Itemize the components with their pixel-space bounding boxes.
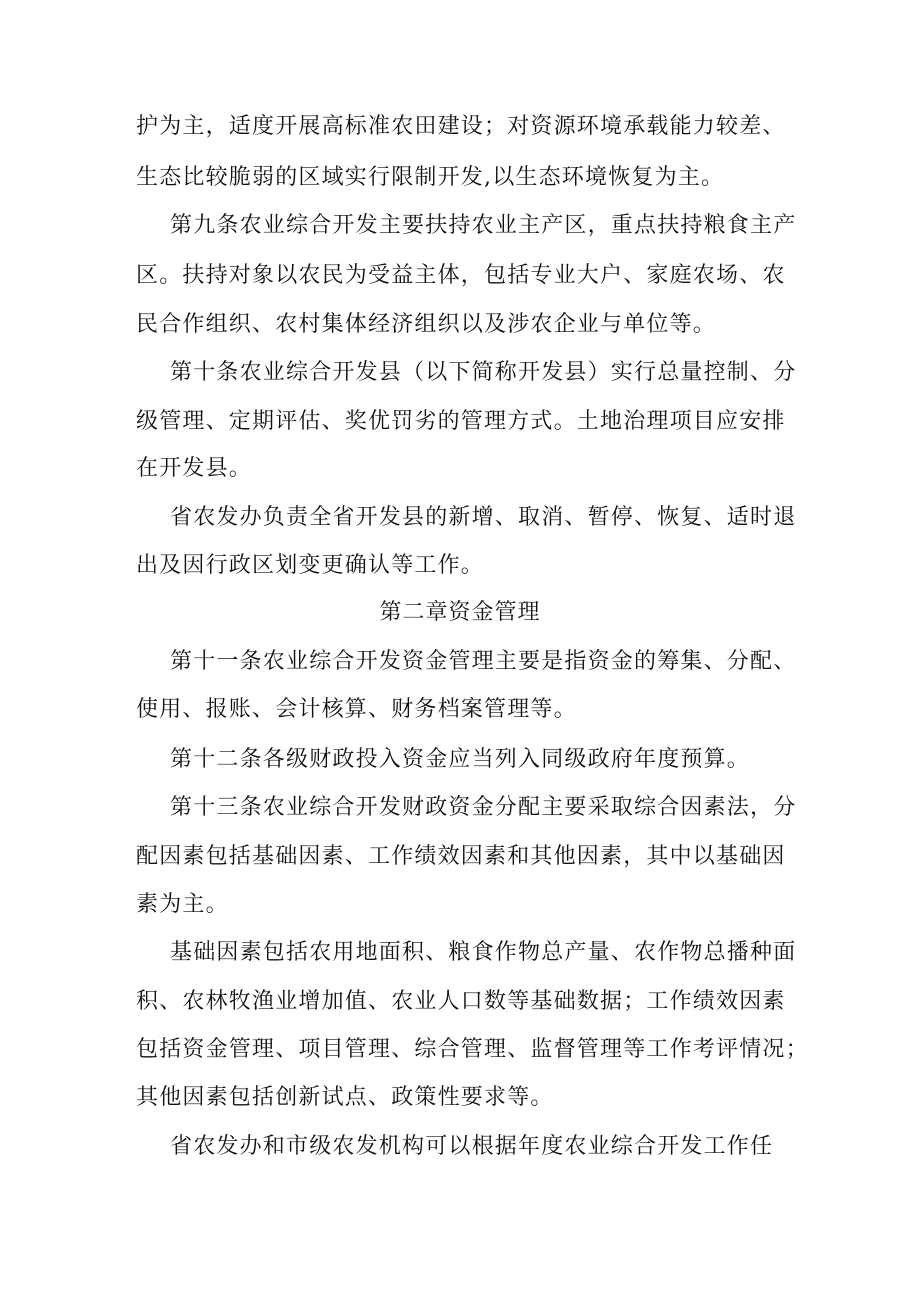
text-line: 积、农林牧渔业增加值、农业人口数等基础数据；工作绩效因素 — [136, 989, 786, 1014]
text-line: 护为主，适度开展高标准农田建设；对资源环境承载能力较差、 — [136, 114, 786, 139]
chapter-heading: 第二章资金管理 — [379, 600, 541, 625]
paragraph-basic-factors: 基础因素包括农用地面积、粮食作物总产量、农作物总播种面 — [170, 940, 797, 965]
text-line: 出及因行政区划变更确认等工作。 — [136, 553, 485, 578]
paragraph-task-allocation: 省农发办和市级农发机构可以根据年度农业综合开发工作任 — [170, 1134, 774, 1159]
text-line: 级管理、定期评估、奖优罚劣的管理方式。土地治理项目应安排 — [136, 409, 786, 434]
article-11-paragraph: 第十一条农业综合开发资金管理主要是指资金的筹集、分配、 — [170, 649, 797, 674]
text-line: 配因素包括基础因素、工作绩效因素和其他因素，其中以基础因 — [136, 844, 786, 869]
article-9-paragraph: 第九条农业综合开发主要扶持农业主产区，重点扶持粮食主产 — [170, 213, 797, 238]
text-line: 包括资金管理、项目管理、综合管理、监督管理等工作考评情况； — [136, 1037, 809, 1062]
text-line: 使用、报账、会计核算、财务档案管理等。 — [136, 697, 577, 722]
text-line: 区。扶持对象以农民为受益主体，包括专业大户、家庭农场、农 — [136, 263, 786, 288]
text-line: 生态比较脆弱的区域实行限制开发,以生态环境恢复为主。 — [136, 165, 725, 190]
text-line: 民合作组织、农村集体经济组织以及涉农企业与单位等。 — [136, 312, 717, 337]
paragraph-provincial-office: 省农发办负责全省开发县的新增、取消、暂停、恢复、适时退 — [170, 505, 797, 530]
text-line: 其他因素包括创新试点、政策性要求等。 — [136, 1085, 554, 1110]
text-line: 在开发县。 — [136, 456, 253, 481]
article-12-paragraph: 第十二条各级财政投入资金应当列入同级政府年度预算。 — [170, 747, 751, 772]
article-10-paragraph: 第十条农业综合开发县（以下简称开发县）实行总量控制、分 — [170, 360, 797, 385]
article-13-paragraph: 第十三条农业综合开发财政资金分配主要采取综合因素法，分 — [170, 795, 797, 820]
text-line: 素为主。 — [136, 892, 229, 917]
